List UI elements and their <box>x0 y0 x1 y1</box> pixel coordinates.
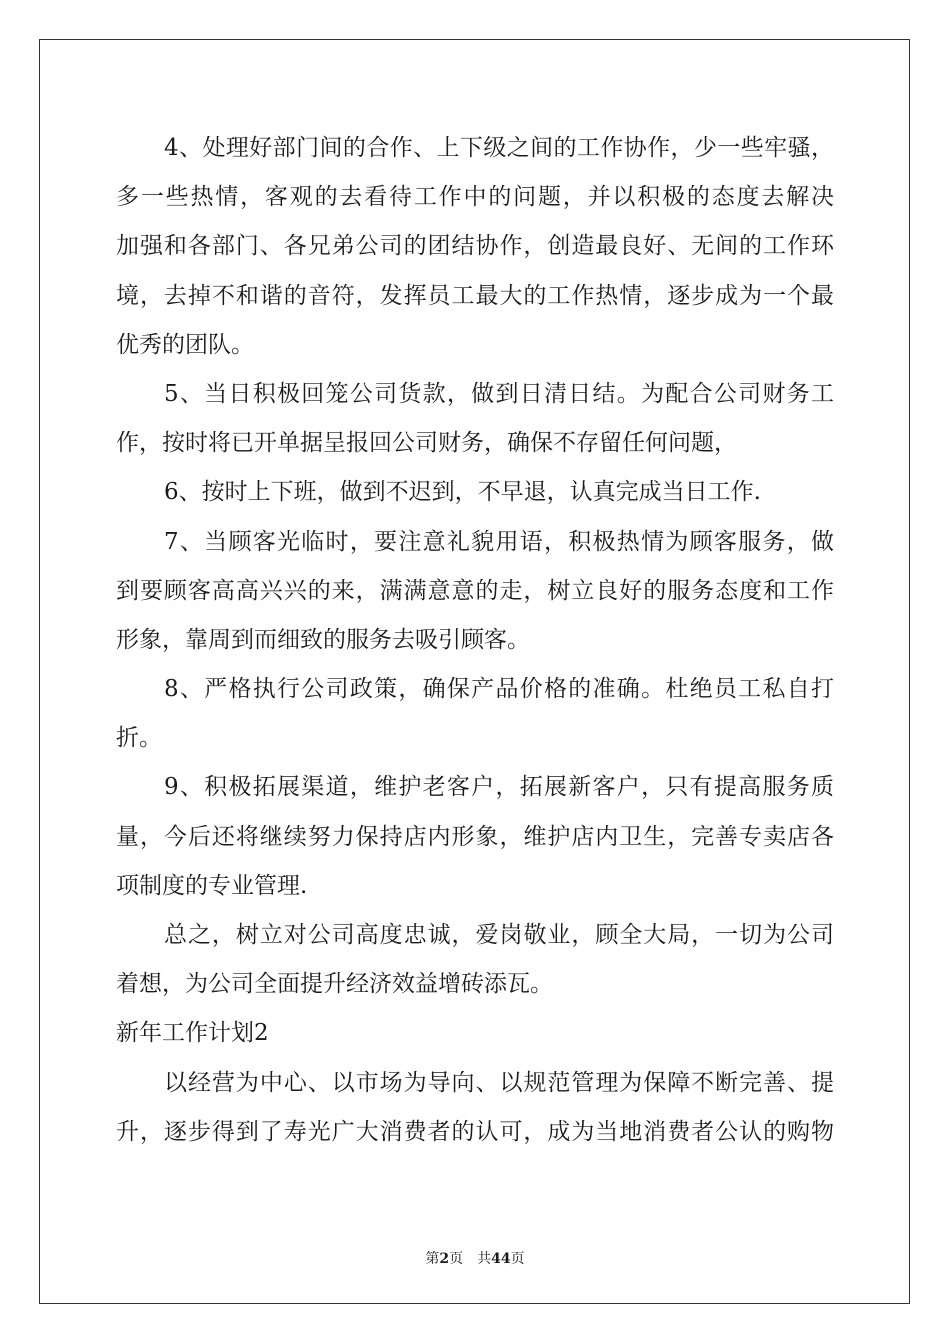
footer-page-prefix: 第 <box>425 1251 440 1267</box>
body-paragraph <box>116 665 834 763</box>
document-body <box>116 124 834 1157</box>
text-line: 加强和各部门、各兄弟公司的团结协作，创造最良好、无间的工作环 <box>116 233 834 260</box>
body-paragraph <box>116 1059 834 1157</box>
text-line: 形象，靠周到而细致的服务去吸引顾客。 <box>116 626 530 653</box>
text-line: 优秀的团队。 <box>116 331 254 358</box>
text-line: 到要顾客高高兴兴的来，满满意意的走，树立良好的服务态度和工作 <box>116 577 834 604</box>
body-paragraph <box>116 518 834 666</box>
text-line: 5、当日积极回笼公司货款，做到日清日结。为配合公司财务工 <box>164 380 834 407</box>
text-line: 量，今后还将继续努力保持店内形象，维护店内卫生，完善专卖店各 <box>116 823 834 850</box>
text-line: 总之，树立对公司高度忠诚，爱岗敬业，顾全大局，一切为公司 <box>164 922 834 948</box>
text-line: 6、按时上下班，做到不迟到，不早退，认真完成当日工作. <box>164 479 761 506</box>
text-line: 境，去掉不和谐的音符，发挥员工最大的工作热情，逐步成为一个最 <box>116 282 834 309</box>
footer-total-suffix: 页 <box>510 1251 525 1267</box>
text-line: 着想，为公司全面提升经济效益增砖添瓦。 <box>116 971 553 998</box>
footer-page-suffix: 页 <box>449 1251 464 1267</box>
footer-page-number: 2 <box>439 1251 450 1267</box>
body-paragraph <box>116 124 834 370</box>
text-line: 9、积极拓展渠道，维护老客户，拓展新客户，只有提高服务质 <box>164 774 834 801</box>
text-line: 升，逐步得到了寿光广大消费者的认可，成为当地消费者公认的购物 <box>116 1118 834 1145</box>
text-line: 新年工作计划2 <box>116 1020 269 1047</box>
text-line: 8、严格执行公司政策，确保产品价格的准确。杜绝员工私自打 <box>164 676 834 703</box>
body-paragraph <box>116 911 834 1009</box>
text-line: 折。 <box>116 725 162 752</box>
text-line: 7、当顾客光临时，要注意礼貌用语，积极热情为顾客服务，做 <box>164 528 834 555</box>
footer-total-prefix: 共 <box>477 1251 492 1267</box>
body-paragraph <box>116 468 834 517</box>
text-line: 作，按时将已开单据呈报回公司财务，确保不存留任何问题， <box>116 430 737 457</box>
body-paragraph <box>116 370 834 468</box>
page-footer <box>0 1248 950 1268</box>
body-paragraph <box>116 763 834 911</box>
section-heading <box>116 1009 834 1058</box>
text-line: 4、处理好部门间的合作、上下级之间的工作协作，少一些牢骚， <box>164 135 834 161</box>
text-line: 以经营为中心、以市场为导向、以规范管理为保障不断完善、提 <box>164 1069 834 1096</box>
footer-total-pages: 44 <box>491 1251 511 1267</box>
text-line: 项制度的专业管理. <box>116 872 308 899</box>
text-line: 多一些热情，客观的去看待工作中的问题，并以积极的态度去解决 <box>116 184 834 211</box>
